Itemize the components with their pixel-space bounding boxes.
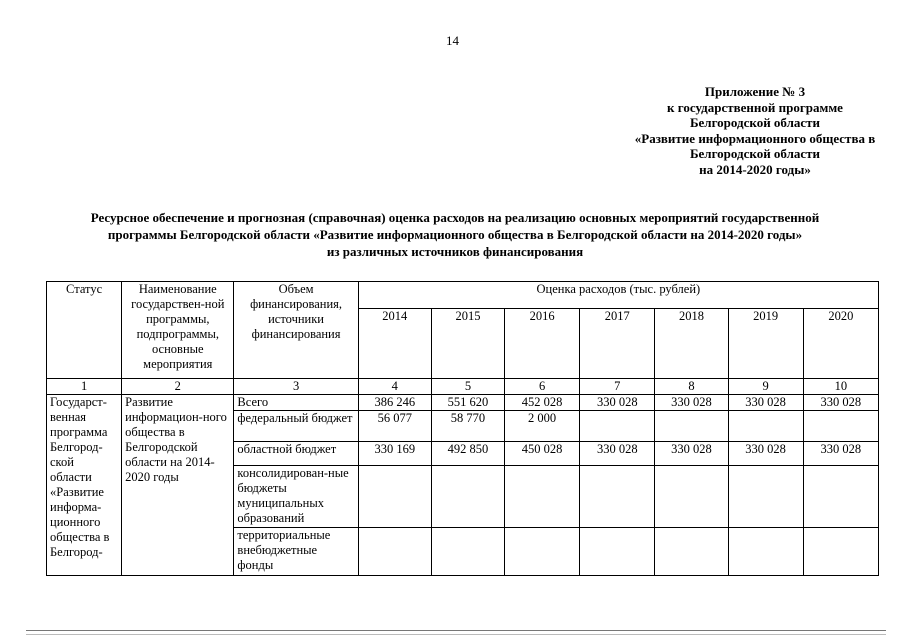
value-cell [580, 466, 655, 528]
value-cell [728, 411, 803, 442]
value-cell: 330 028 [803, 442, 878, 466]
page-number: 14 [446, 33, 459, 48]
index-cell: 7 [580, 379, 655, 395]
source-cell: федеральный бюджет [234, 411, 358, 442]
value-cell: 330 028 [655, 442, 728, 466]
value-cell: 56 077 [358, 411, 431, 442]
header-estimate: Оценка расходов (тыс. рублей) [358, 282, 878, 309]
value-cell [505, 528, 580, 576]
value-cell: 330 028 [580, 442, 655, 466]
value-cell [358, 466, 431, 528]
index-cell: 2 [122, 379, 234, 395]
index-cell: 1 [47, 379, 122, 395]
value-cell [655, 411, 728, 442]
appendix-line: Белгородской области [689, 115, 821, 130]
value-cell: 2 000 [505, 411, 580, 442]
scan-edge-line [26, 634, 886, 635]
index-cell: 9 [728, 379, 803, 395]
value-cell: 58 770 [431, 411, 504, 442]
value-cell [431, 466, 504, 528]
value-cell: 551 620 [431, 395, 504, 411]
header-year: 2018 [655, 309, 728, 379]
appendix-line: к государственной программе [667, 99, 843, 115]
header-year: 2020 [803, 309, 878, 379]
source-cell: консолидирован-ные бюджеты муниципальных образований [234, 466, 358, 528]
value-cell: 330 028 [728, 442, 803, 466]
document-title [40, 209, 870, 260]
value-cell: 386 246 [358, 395, 431, 411]
title-line: Ресурсное обеспечение и прогнозная (справочная) оценка расходов на реализацию основных мероприятий государственной [90, 210, 820, 225]
title-line: программы Белгородской области «Развитие информационного общества в Белгородской области на 2014-2020 годы» [107, 227, 803, 242]
appendix-line: Белгородской области [689, 146, 821, 161]
appendix-line: на 2014-2020 годы» [699, 161, 811, 177]
value-cell [803, 466, 878, 528]
title-line: из различных источников финансирования [326, 244, 584, 259]
source-cell: территориальные внебюджетные фонды [234, 528, 358, 576]
value-cell: 330 028 [728, 395, 803, 411]
funding-table [46, 281, 879, 576]
source-cell: Всего [234, 395, 358, 411]
value-cell [655, 466, 728, 528]
index-cell: 10 [803, 379, 878, 395]
appendix-line: «Развитие информационного общества в [634, 130, 876, 146]
scan-edge-line [26, 630, 886, 631]
header-row [47, 282, 879, 309]
value-cell: 452 028 [505, 395, 580, 411]
value-cell [580, 528, 655, 576]
header-volume: Объем финансирования, источники финансирования [234, 282, 358, 379]
value-cell [728, 466, 803, 528]
value-cell [655, 528, 728, 576]
value-cell [803, 411, 878, 442]
index-cell: 3 [234, 379, 358, 395]
index-row [47, 379, 879, 395]
index-cell: 6 [505, 379, 580, 395]
header-year: 2014 [358, 309, 431, 379]
value-cell [358, 528, 431, 576]
index-cell: 4 [358, 379, 431, 395]
appendix-header [580, 84, 905, 177]
value-cell [431, 528, 504, 576]
value-cell: 450 028 [505, 442, 580, 466]
header-year: 2015 [431, 309, 504, 379]
value-cell: 330 169 [358, 442, 431, 466]
value-cell: 330 028 [580, 395, 655, 411]
value-cell: 330 028 [655, 395, 728, 411]
source-cell: областной бюджет [234, 442, 358, 466]
index-cell: 8 [655, 379, 728, 395]
value-cell [803, 528, 878, 576]
value-cell: 330 028 [803, 395, 878, 411]
value-cell [580, 411, 655, 442]
header-status: Статус [47, 282, 122, 379]
value-cell [505, 466, 580, 528]
header-name: Наименование государствен-ной программы, подпрограммы, основные мероприятия [122, 282, 234, 379]
program-name-cell: Развитие информацион-ного общества в Белгородской области на 2014-2020 годы [122, 395, 234, 576]
value-cell [728, 528, 803, 576]
appendix-line: Приложение № 3 [704, 84, 806, 99]
value-cell: 492 850 [431, 442, 504, 466]
status-cell: Государст-венная программа Белгород-ской области «Развитие информа-ционного общества в Белгород- [47, 395, 122, 576]
header-year: 2017 [580, 309, 655, 379]
index-cell: 5 [431, 379, 504, 395]
table-row [47, 395, 879, 411]
header-year: 2016 [505, 309, 580, 379]
header-year: 2019 [728, 309, 803, 379]
